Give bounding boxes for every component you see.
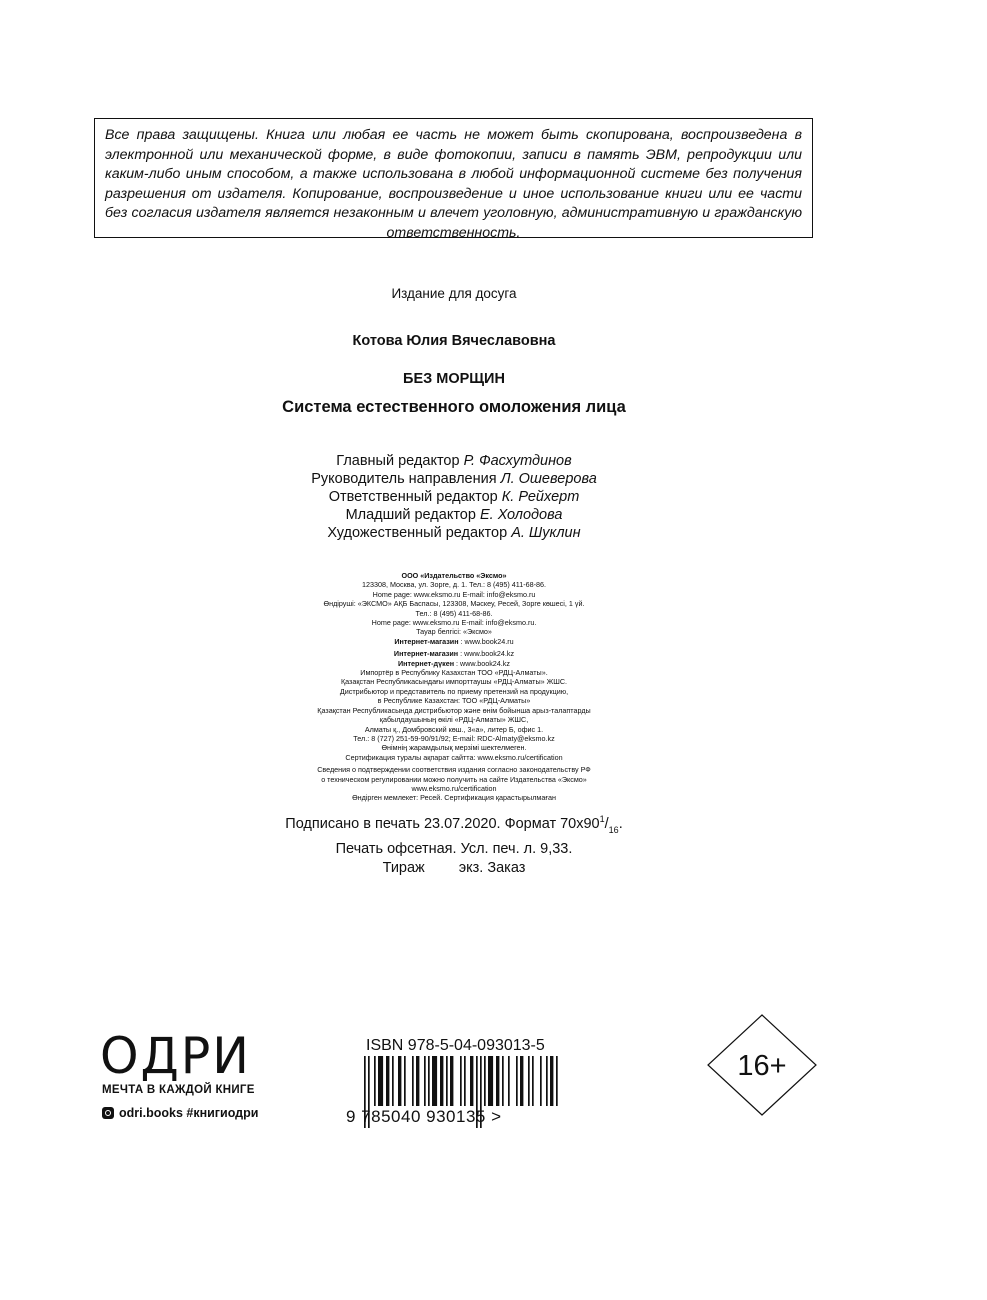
editors-list: [0, 452, 908, 542]
shop-kz2: [0, 659, 908, 668]
certification-kz: Сертификация туралы ақпарат сайтта: www.eksmo.ru/certification: [345, 752, 563, 762]
isbn-text: ISBN 978-5-04-093013-5: [366, 1037, 545, 1054]
publisher-trademark: Тауар белгісі: «Эксмо»: [416, 627, 492, 637]
editor-line: [0, 524, 908, 542]
social-handle: odri.books #книгиодри: [119, 1106, 259, 1120]
format-denominator: 16: [608, 825, 619, 835]
book-title: БЕЗ МОРЩИН: [403, 371, 505, 387]
format-numerator: 1: [599, 814, 605, 824]
importer-kz: Қазақстан Республикасындағы импорттаушы «РДЦ-Алматы» ЖШС.: [340, 677, 568, 687]
importer: Импортёр в Республику Казахстан ТОО «РДЦ-Алматы».: [360, 668, 548, 678]
barcode-digits: 9 785040 930135 >: [346, 1107, 502, 1126]
editor-role: Руководитель направления: [311, 471, 497, 487]
order-label: экз. Заказ: [458, 860, 526, 876]
shop-kz2-label: Интернет-дүкен: [397, 658, 455, 668]
print-signed-line: [0, 810, 908, 840]
conformity-line-2: о техническом регулировании можно получить на сайте Издательства «Эксмо»: [321, 774, 587, 784]
editor-line: [0, 470, 908, 488]
editor-role: Главный редактор: [336, 453, 460, 469]
age-rating-badge: [706, 1013, 818, 1117]
editor-name: К. Рейхерт: [501, 489, 580, 505]
copyright-notice: Все права защищены. Книга или любая ее часть не может быть скопирована, воспроизведена в электронной или механической форме, в виде фотокопии, записи в память ЭВМ, репродукции или каким-либо иным способом, а также использована в любой информационной системе без получения разрешения от издателя. Копирование, воспроизведение и иное использование книги или ее части без согласия издателя является незаконным и влечет уголовную, административную и гражданскую ответственность.: [94, 118, 813, 238]
publisher-kz-manufacturer: Өндіруші: «ЭКСМО» АҚБ Баспасы, 123308, Мәскеу, Ресей, Зорге көшесі, 1 үй.: [323, 599, 585, 609]
shop-kz: [0, 649, 908, 658]
validity-note: Өнімнің жарамдылық мерзімі шектелмеген.: [381, 743, 527, 753]
print-type-line: Печать офсетная. Усл. печ. л. 9,33.: [335, 841, 573, 857]
circulation-label: Тираж: [382, 860, 425, 876]
shop-ru-label: Интернет-магазин: [394, 636, 459, 646]
age-rating-text: 16+: [737, 1050, 787, 1082]
editor-name: Л. Ошеверова: [500, 471, 597, 487]
conformity-line-3: www.eksmo.ru/certification: [411, 783, 497, 793]
publisher-kz-web: Home page: www.eksmo.ru E-mail: info@eksmo.ru.: [371, 618, 537, 628]
logo-social: [102, 1106, 258, 1120]
publisher-address: 123308, Москва, ул. Зорге, д. 1. Тел.: 8 (495) 411-68-86.: [361, 580, 547, 590]
editor-line: [0, 452, 908, 470]
editor-name: А. Шуклин: [511, 525, 581, 541]
instagram-icon: [102, 1107, 114, 1119]
author-name: Котова Юлия Вячеславовна: [352, 333, 556, 349]
conformity-line-1: Сведения о подтверждении соответствия издания согласно законодательству РФ: [317, 765, 591, 775]
shop-kz2-url: : www.book24.kz: [454, 658, 510, 668]
shop-kz-label: Интернет-магазин: [393, 649, 459, 659]
editor-name: Е. Холодова: [479, 507, 563, 523]
distributor-contacts: Тел.: 8 (727) 251-59-90/91/92; E-mail: RDC-Almaty@eksmo.kz: [353, 733, 555, 743]
editor-name: Р. Фасхутдинов: [463, 453, 572, 469]
logo-slogan: МЕЧТА В КАЖДОЙ КНИГЕ: [102, 1084, 255, 1096]
publisher-name: ООО «Издательство «Эксмо»: [401, 571, 507, 580]
editor-role: Художественный редактор: [327, 525, 508, 541]
format-end: .: [618, 816, 623, 832]
circulation-line: [0, 859, 908, 878]
shop-ru: [0, 637, 908, 646]
format-slash: /: [604, 816, 609, 832]
publisher-imprint: [0, 571, 908, 803]
distributor-2: в Республике Казахстан: ТОО «РДЦ-Алматы»: [377, 696, 531, 706]
distributor-kz: Қазақстан Республикасында дистрибьютор және өнім бойынша арыз-талаптарды: [317, 705, 591, 715]
editor-line: [0, 506, 908, 524]
distributor: Дистрибьютор и представитель по приему претензий на продукцию,: [339, 686, 569, 696]
shop-ru-url: : www.book24.ru: [458, 636, 514, 646]
print-signed-text: Подписано в печать 23.07.2020. Формат 70х90: [285, 816, 600, 832]
book-subtitle: Система естественного омоложения лица: [282, 398, 626, 416]
odri-logo: [100, 1027, 270, 1120]
publisher-web: Home page: www.eksmo.ru E-mail: info@eksmo.ru: [372, 589, 536, 599]
distributor-address: Алматы қ., Домбровский көш., 3«а», литер Б, офис 1.: [364, 724, 544, 734]
country-of-origin: Өндірген мемлекет: Ресей. Сертификация қарастырылмаған: [352, 793, 556, 803]
editor-role: Ответственный редактор: [328, 489, 498, 505]
print-info: [0, 810, 908, 878]
editor-role: Младший редактор: [345, 507, 476, 523]
publisher-kz-phone: Тел.: 8 (495) 411-68-86.: [415, 608, 493, 618]
edition-type: Издание для досуга: [391, 286, 517, 301]
logo-wordmark: ОДРИ: [100, 1027, 251, 1085]
shop-kz-url: : www.book24.kz: [458, 649, 515, 659]
editor-line: [0, 488, 908, 506]
distributor-kz-2: қабылдаушының өкілі «РДЦ-Алматы» ЖШС,: [379, 715, 529, 725]
